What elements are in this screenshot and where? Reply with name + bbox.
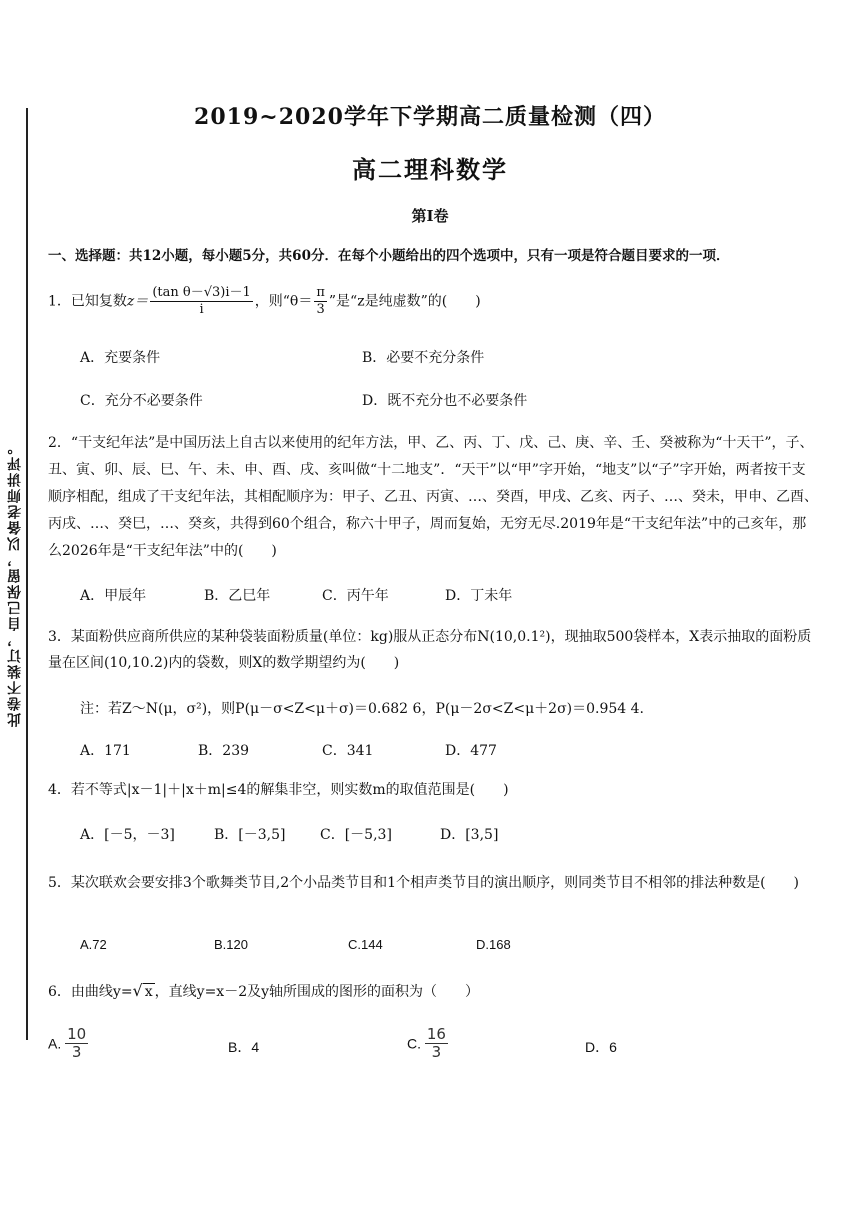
q1-frac-den: i: [199, 302, 204, 317]
q1-fraction: [150, 285, 252, 318]
q5-option-d: D.168: [476, 937, 511, 952]
q6-option-b: B．4: [228, 1039, 260, 1055]
q6-option-d: D．6: [585, 1039, 617, 1055]
q3-option-a: A．171: [80, 743, 131, 759]
q1-z-eq: z＝: [126, 293, 149, 310]
q4-option-d: D．[3,5]: [440, 827, 499, 843]
q6-option-a-fraction: [65, 1026, 88, 1061]
q6-option-a: [48, 1026, 88, 1061]
exam-title: 2019~2020学年下学期高二质量检测（四）: [194, 104, 666, 130]
question-6: [48, 978, 818, 1005]
q6-option-c-label: C.: [407, 1035, 421, 1052]
question-2: 2．“干支纪年法”是中国历法上自古以来使用的纪年方法，甲、乙、丙、丁、戊、己、庚、辛、壬、癸被称为“十天干”，子、丑、寅、卯、辰、巳、午、未、申、酉、戌、亥叫做“十二地支”．“天干”以“甲”字开始，“地支”以“子”字开始，两者按干支顺序相配，组成了干支纪年法，其相配顺序为：甲子、乙丑、丙寅、…、癸酉，甲戌、乙亥、丙子、…、癸未，甲申、乙酉、丙戌、…、癸巳，…、癸亥，共得到60个组合，称六十甲子，周而复始，无穷无尽.2019年是“干支纪年法”中的己亥年，那么2026年是“干支纪年法”中的( ): [48, 435, 818, 559]
section-header: 一、选择题：共12小题，每小题5分，共60分．在每个小题给出的四个选项中，只有一项是符合题目要求的一项．: [48, 248, 730, 264]
q6-option-c-fraction: [425, 1026, 448, 1061]
q2-option-c: C．丙午年: [322, 588, 389, 604]
q2-option-d: D．丁未年: [445, 588, 513, 604]
q4-option-b: B．[－3,5]: [214, 827, 286, 843]
q6-option-a-den: 3: [71, 1043, 82, 1061]
question-1: [48, 285, 818, 318]
q1-option-b: B．必要不充分条件: [362, 350, 485, 366]
question-4: 4．若不等式|x－1|＋|x＋m|≤4的解集非空，则实数m的取值范围是( ): [48, 782, 509, 798]
q6-prefix: 6．由曲线y=: [48, 984, 133, 1000]
q6-option-c-den: 3: [431, 1043, 442, 1061]
q1-pi-fraction: [314, 285, 327, 318]
q3-option-b: B．239: [198, 743, 250, 759]
q1-pi-den: 3: [316, 302, 325, 317]
binding-side-note: 此卷不装订，自己保留，以备老师讲评。: [7, 439, 23, 727]
question-5: 5．某次联欢会要安排3个歌舞类节目,2个小品类节目和1个相声类节目的演出顺序，则同类节目不相邻的排法种数是( ): [48, 875, 799, 891]
q2-option-a: A．甲辰年: [80, 588, 147, 604]
q6-option-c: [407, 1026, 448, 1061]
volume-label: 第Ⅰ卷: [411, 207, 449, 225]
q5-option-a: A.72: [80, 937, 107, 952]
q3-note: 注：若Z～N(μ，σ²)，则P(μ－σ<Z<μ＋σ)＝0.682 6，P(μ－2σ<Z<μ＋2σ)＝0.954 4.: [80, 701, 644, 717]
q1-option-c: C．充分不必要条件: [80, 393, 203, 409]
question-3: 3．某面粉供应商所供应的某种袋装面粉质量(单位：kg)服从正态分布N(10,0.1²)，现抽取500袋样本，X表示抽取的面粉质量在区间(10,10.2)内的袋数，则X的数学期望约为( ): [48, 629, 812, 671]
q1-option-a: A．充要条件: [80, 350, 161, 366]
q4-option-c: C．[－5,3]: [320, 827, 392, 843]
binding-margin-line: [26, 108, 28, 1040]
q6-option-a-num: 10: [67, 1025, 87, 1043]
q1-frac-num: (tan θ－√3)i－1: [152, 285, 251, 300]
q1-mid: ，则“θ＝: [254, 293, 313, 310]
q6-option-a-label: A.: [48, 1035, 62, 1052]
q1-suffix: ”是“z是纯虚数”的( ): [328, 293, 481, 310]
q3-option-c: C．341: [322, 743, 374, 759]
q3-option-d: D．477: [445, 743, 497, 759]
q1-pi-num: π: [316, 285, 325, 300]
q4-option-a: A．[－5，－3]: [80, 827, 175, 843]
q2-option-b: B．乙巳年: [204, 588, 271, 604]
q5-option-b: B.120: [214, 937, 248, 952]
sqrt-icon: √: [132, 981, 143, 1000]
q5-option-c: C.144: [348, 937, 383, 952]
q1-option-d: D．既不充分也不必要条件: [362, 393, 528, 409]
q6-suffix: ，直线y=x－2及y轴所围成的图形的面积为（ ）: [154, 984, 480, 1000]
q1-prefix: 1．已知复数: [48, 293, 127, 310]
q6-option-c-num: 16: [426, 1025, 446, 1043]
exam-subtitle: 高二理科数学: [352, 155, 508, 184]
q6-sqrt-arg: x: [144, 984, 153, 1000]
